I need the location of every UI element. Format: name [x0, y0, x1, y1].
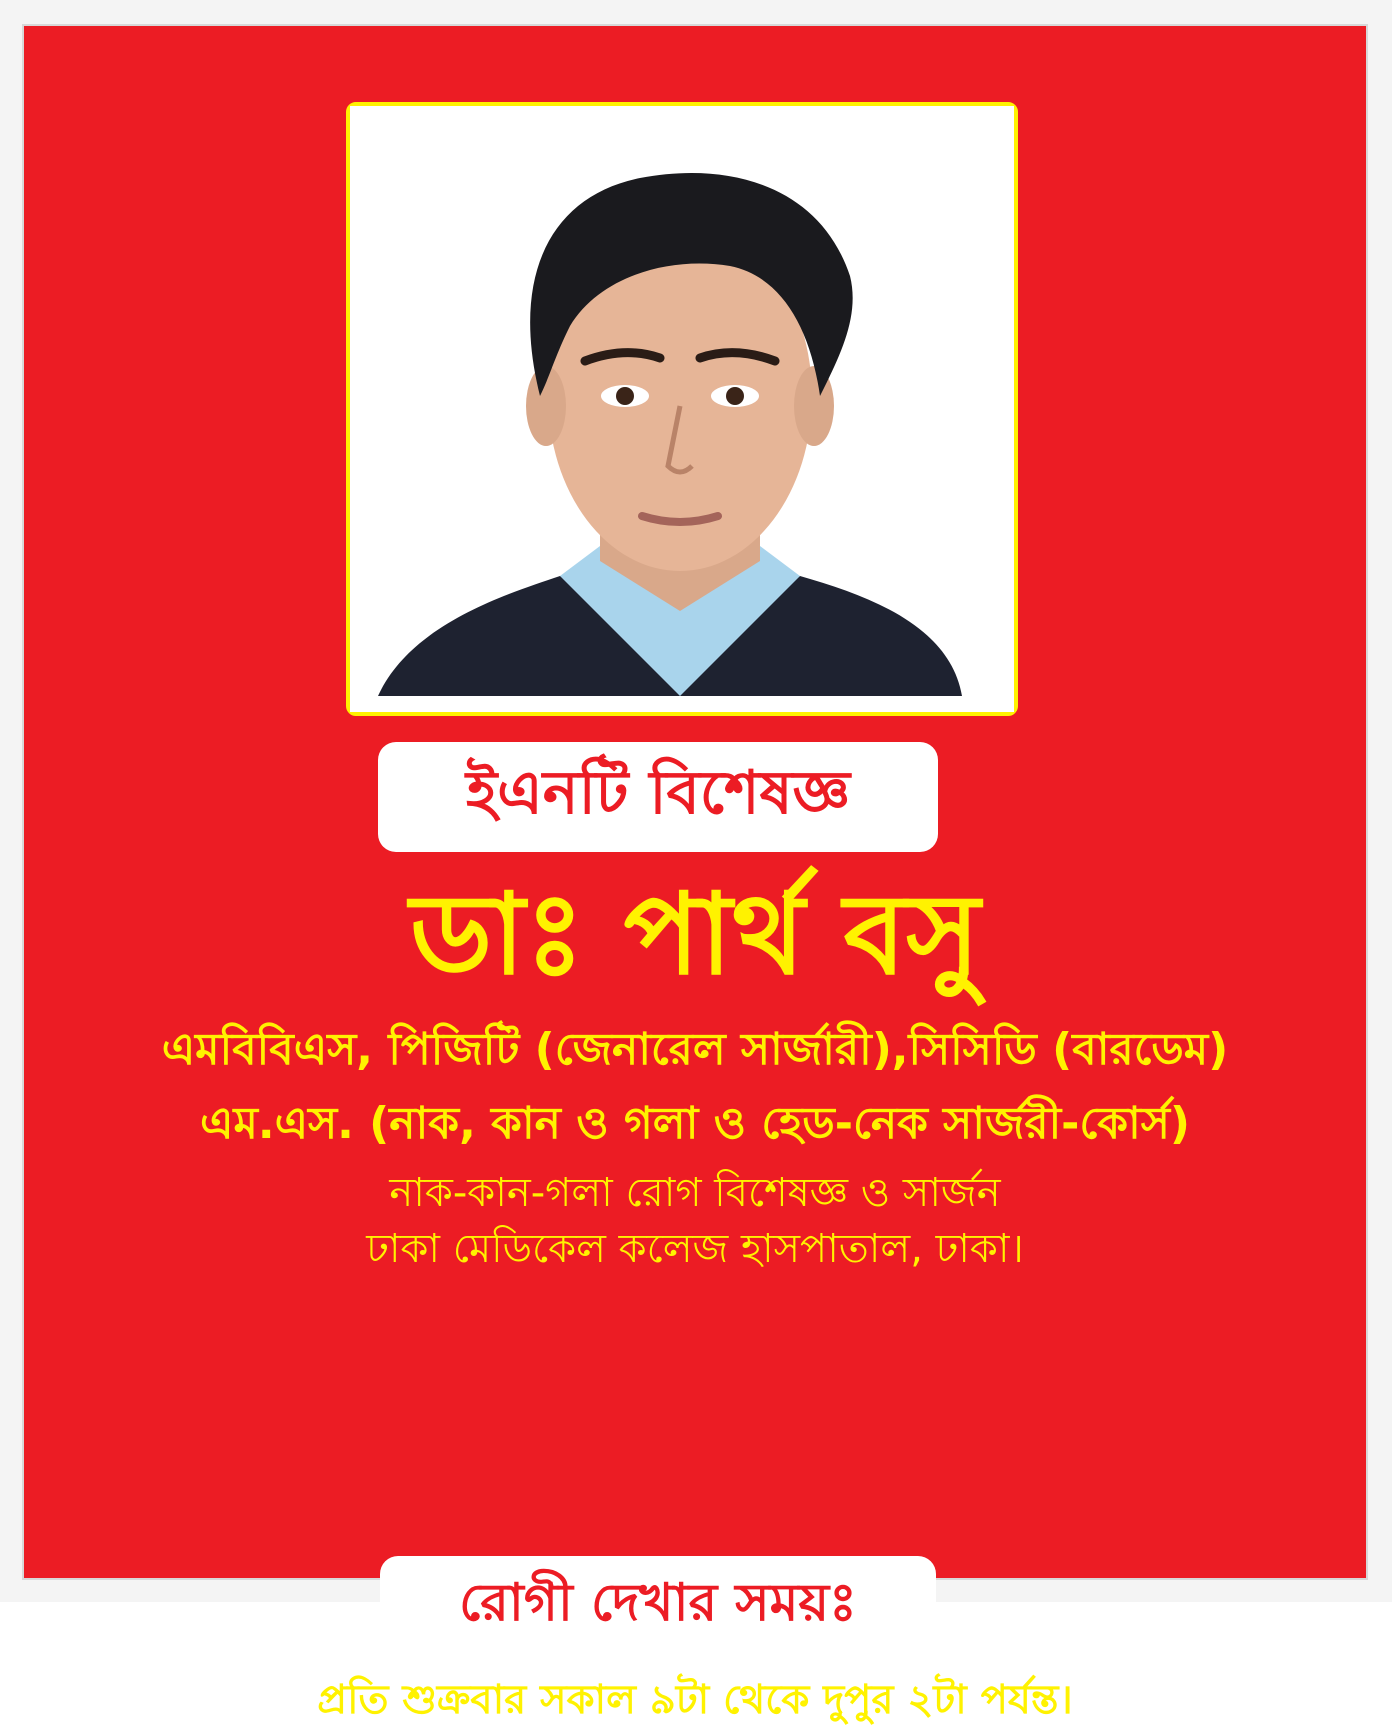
position-line-2: ঢাকা মেডিকেল কলেজ হাসপাতাল, ঢাকা।: [366, 1226, 1024, 1272]
doctor-name: ডাঃ পার্থ বসু: [410, 870, 980, 1000]
schedule-timing: প্রতি শুক্রবার সকাল ৯টা থেকে দুপুর ২টা পর্যন্ত।: [317, 1677, 1073, 1723]
schedule-heading: রোগী দেখার সময়ঃ: [380, 1556, 936, 1654]
degrees-line-1: এমবিবিএস, পিজিটি (জেনারেল সার্জারী),সিসিডি (বারডেম): [161, 1024, 1229, 1075]
degrees-line-2: এম.এস. (নাক, কান ও গলা ও হেড-নেক সার্জরী-কোর্স): [199, 1098, 1190, 1149]
specialty-badge: ইএনটি বিশেষজ্ঞ: [378, 742, 938, 852]
portrait-illustration: [350, 106, 1014, 712]
position-line-1: নাক-কান-গলা রোগ বিশেষজ্ঞ ও সার্জন: [389, 1170, 1001, 1216]
doctor-photo: [346, 102, 1018, 716]
